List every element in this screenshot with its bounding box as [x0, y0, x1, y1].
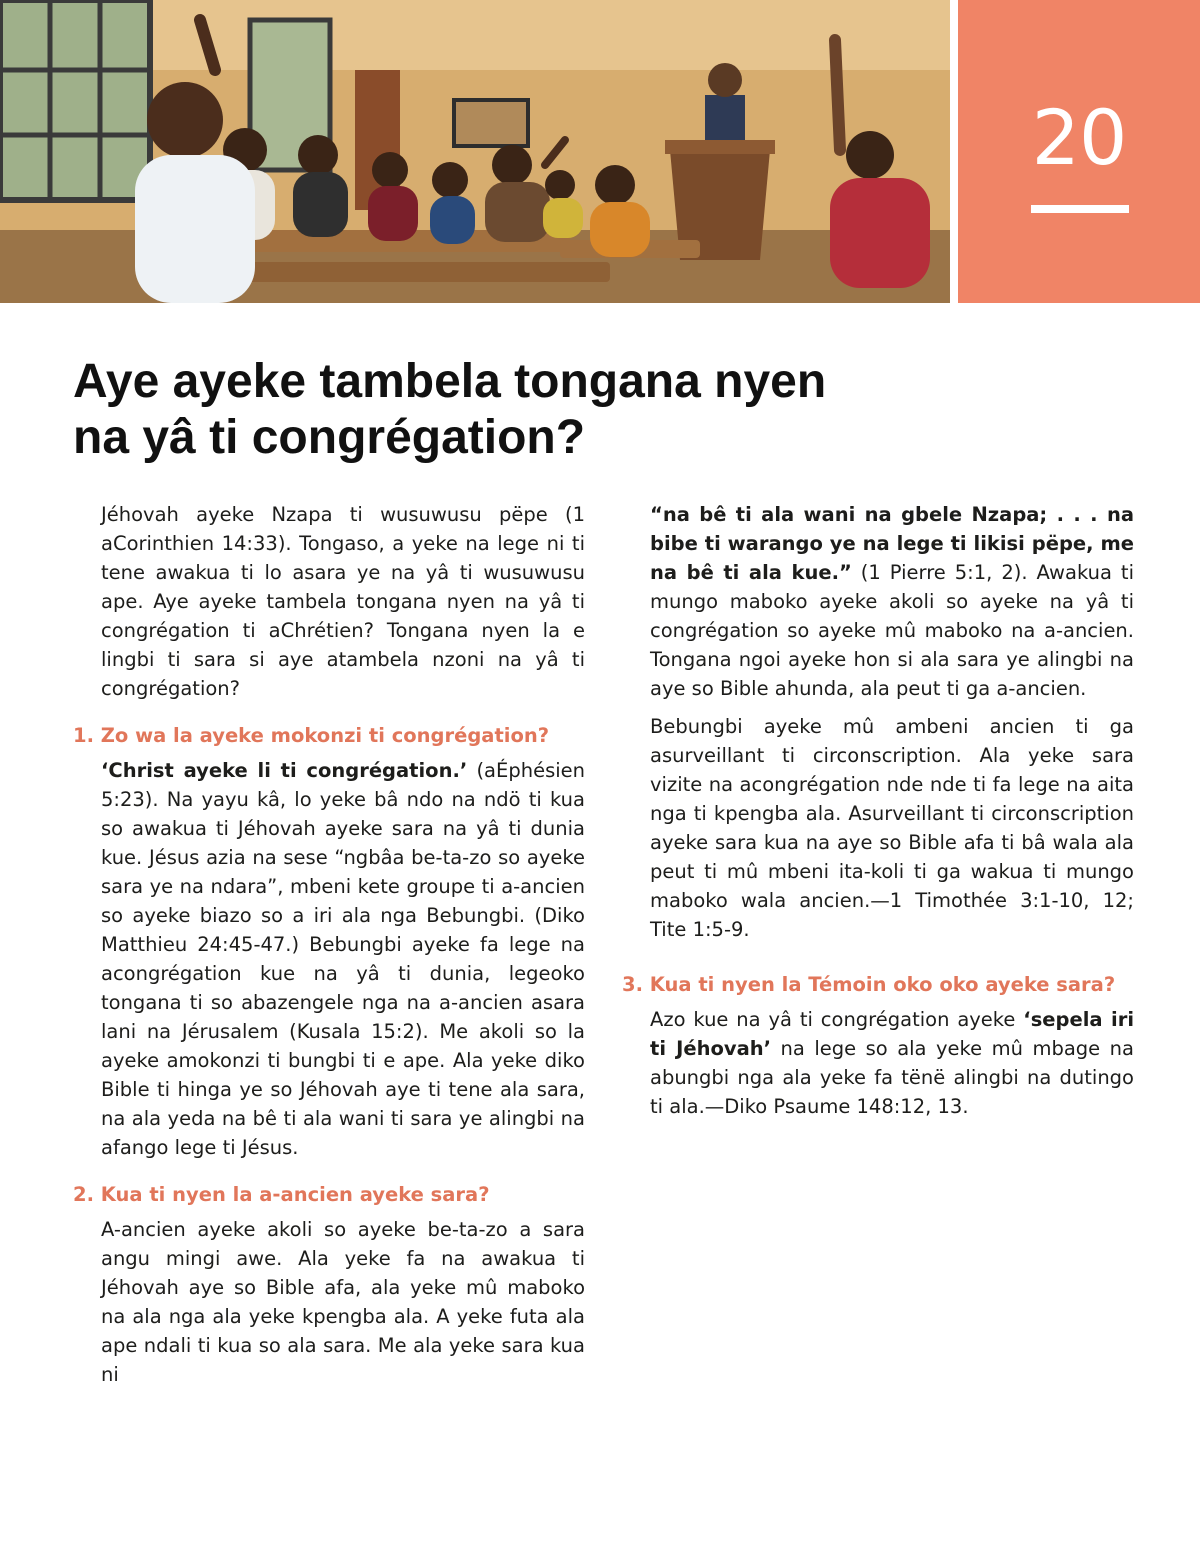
section-2-bold-quote: “na bê ti ala wani na gbele Nzapa; . . . na bibe ti warango ye na lege ti likisi pëpe, me na bê ti ala kue.” [650, 503, 1134, 584]
section-2-paragraph-part-1: A-ancien ayeke akoli so ayeke be-ta-zo a sara angu mingi awe. Ala yeke fa na awakua ti Jéhovah aye so Bible afa, ala yeke mû maboko na ala nga ala yeke kpengba ala. A yeke futa ala ape ndali ti kua so ala sara. Me ala yeke sara kua ni [101, 1218, 585, 1386]
page-title-line-2: na yâ ti congrégation? [73, 411, 586, 464]
section-2-paragraph-continued [650, 500, 1134, 703]
section-3-heading: 3. Kua ti nyen la Témoin oko oko ayeke sara? [622, 973, 1116, 996]
section-3-paragraph [650, 1005, 1134, 1121]
section-1-text: (aÉphésien 5:23). Na yayu kâ, lo yeke bâ ndo na ndö ti kua so awakua ti Jéhovah ayeke sara na yâ ti dunia kue. Jésus azia na sese “ngbâa be-ta-zo so ayeke sara ye na ndara”, mbeni kete groupe ti a-ancien so ayeke biazo so a iri ala nga Bebungbi. (Diko Matthieu 24:45-47.) Bebungbi ayeke fa lege na acongrégation kue na yâ ti dunia, legeoko tongana ti so abazengele nga na a-ancien asara lani na Jérusalem (Kusala 15:2). Me akoli so la ayeke amokonzi ti bungbi ti e ape. Ala yeke diko Bible ti hinga ye so Jéhovah aye ti tene ala sara, na ala yeda na bê ti ala wani ti sara ye alingbi na afango lege ti Jésus. [101, 759, 585, 1159]
page-title-line-1: Aye ayeke tambela tongana nyen [73, 355, 827, 408]
section-1-paragraph [101, 756, 585, 1162]
header-photo [0, 0, 950, 303]
section-2-paragraph-2: Bebungbi ayeke mû ambeni ancien ti ga asurveillant ti circonscription. Ala yeke sara vizite na acongrégation nde nde ti fa lege na aita nga ti kpengba ala. Asurveillant ti circonscription ayeke sara kua na aye so Bible afa ti bâ wala ala peut ti mû mbeni ita-koli ti ga wakua ti mungo maboko wala ancien.—1 Timothée 3:1-10, 12; Tite 1:5-9. [650, 715, 1134, 941]
right-column [622, 500, 1134, 1130]
chapter-underline [1031, 205, 1129, 213]
left-column [73, 500, 585, 1389]
section-3-text-a: Azo kue na yâ ti congrégation ayeke [650, 1008, 1024, 1031]
section-3-bold-quote: ‘sepela iri ti Jéhovah’ [650, 1008, 1134, 1060]
section-1-heading: 1. Zo wa la ayeke mokonzi ti congrégation? [73, 724, 550, 747]
section-2-text-continued: (1 Pierre 5:1, 2). Awakua ti mungo maboko ayeke akoli so ayeke na yâ ti congrégation so ayeke mû maboko na a-ancien. Tongana ngoi ayeke hon si ala sara ye alingbi na aye so Bible ahunda, ala peut ti ga a-ancien. [650, 561, 1134, 700]
chapter-badge [958, 0, 1200, 303]
section-2-heading: 2. Kua ti nyen la a-ancien ayeke sara? [73, 1183, 490, 1206]
chapter-number: 20 [1031, 93, 1127, 182]
section-1-bold-quote: ‘Christ ayeke li ti congrégation.’ [101, 759, 468, 782]
section-3-text-b: na lege so ala yeke mû mbage na abungbi nga ala yeke fa tënë alingbi na dutingo ti ala.—Diko Psaume 148:12, 13. [650, 1037, 1134, 1118]
congregation-meeting-illustration [0, 0, 950, 303]
page-title [73, 354, 953, 466]
intro-paragraph: Jéhovah ayeke Nzapa ti wusuwusu pëpe (1 aCorinthien 14:33). Tongaso, a yeke na lege ni ti tene awakua ti lo asara ye na yâ ti wusuwusu ape. Aye ayeke tambela tongana nyen na yâ ti congrégation ti aChrétien? Tongana nyen la e lingbi ti sara si aye atambela nzoni na yâ ti congrégation? [101, 503, 585, 700]
